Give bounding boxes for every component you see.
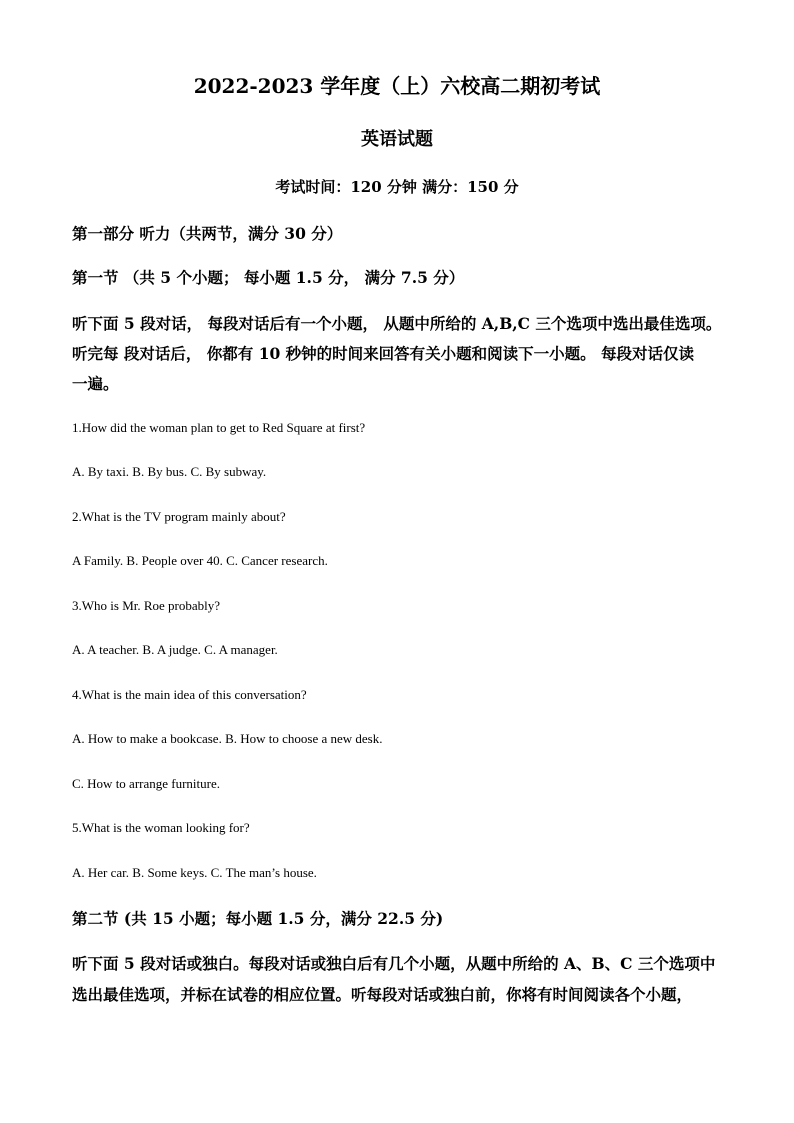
part1-heading: 第一部分 听力（共两节，满分 30 分） [72,224,343,243]
section1-instruction-line: 一遍。 [72,374,119,393]
question-4: 4.What is the main idea of this conversation? [72,687,307,702]
section2-heading: 第二节 (共 15 小题；每小题 1.5 分，满分 22.5 分) [72,909,444,928]
question-4-options: A. How to make a bookcase. B. How to choose a new desk. [72,731,383,746]
question-3-options: A. A teacher. B. A judge. C. A manager. [72,642,278,657]
section1-instruction-line: 听下面 5 段对话， 每段对话后有一个小题， 从题中所给的 A,B,C 三个选项中选出最佳选项。 [72,314,722,333]
question-5-options: A. Her car. B. Some keys. C. The man’s house. [72,865,317,880]
exam-meta: 考试时间：120 分钟 满分：150 分 [275,178,519,196]
question-3: 3.Who is Mr. Roe probably? [72,598,221,613]
question-4-options: C. How to arrange furniture. [72,776,221,791]
question-5: 5.What is the woman looking for? [72,820,250,835]
question-2: 2.What is the TV program mainly about? [72,509,286,524]
section2-instruction-line: 选出最佳选项，并标在试卷的相应位置。听每段对话或独白前，你将有时间阅读各个小题， [72,985,693,1004]
section1-heading: 第一节 （共 5 个小题； 每小题 1.5 分， 满分 7.5 分） [72,268,465,287]
section1-instruction-line: 听完每 段对话后， 你都有 10 秒钟的时间来回答有关小题和阅读下一小题。 每段对话仅读 [72,344,695,363]
section2-instruction-line: 听下面 5 段对话或独白。每段对话或独白后有几个小题，从题中所给的 A、B、C 三个选项中 [72,954,716,973]
question-2-options: A Family. B. People over 40. C. Cancer research. [72,553,328,568]
question-1-options: A. By taxi. B. By bus. C. By subway. [72,464,267,479]
question-1: 1.How did the woman plan to get to Red Square at first? [72,420,366,435]
subject-title: 英语试题 [361,129,433,150]
exam-title: 2022-2023 学年度（上）六校高二期初考试 [193,74,601,98]
